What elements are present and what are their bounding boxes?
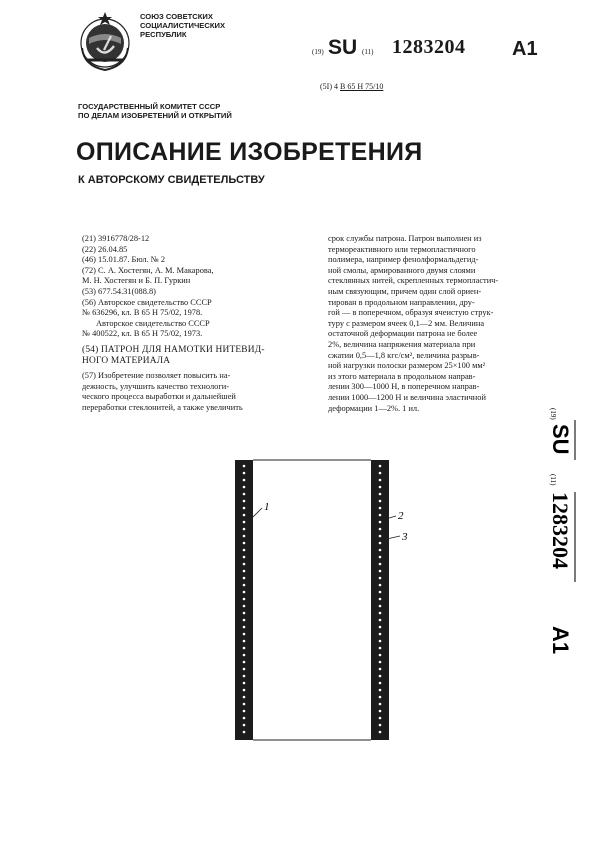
committee-line-1: ГОСУДАРСТВЕННЫЙ КОМИТЕТ СССР <box>78 102 221 111</box>
reinforcement-dot <box>379 542 382 545</box>
ipc-class: B 65 H 75/10 <box>340 82 384 91</box>
reinforcement-dot <box>243 661 246 664</box>
ussr-line-2: СОЦИАЛИСТИЧЕСКИХ <box>140 21 226 30</box>
reinforcement-dot <box>379 682 382 685</box>
reinforcement-dot <box>379 640 382 643</box>
reinforcement-dot <box>379 731 382 734</box>
reinforcement-dot <box>243 703 246 706</box>
reinforcement-dot <box>379 675 382 678</box>
left-column <box>82 234 322 414</box>
side-code-19: (19) <box>549 408 557 420</box>
ussr-line-1: СОЮЗ СОВЕТСКИХ <box>140 12 213 21</box>
ipc-classification <box>320 82 383 91</box>
reinforcement-dot <box>379 563 382 566</box>
ussr-emblem-logo <box>76 8 134 72</box>
reinforcement-dot <box>379 633 382 636</box>
side-patent-number: 1283204 <box>548 492 573 569</box>
reinforcement-dot <box>243 465 246 468</box>
reinforcement-dot <box>379 521 382 524</box>
document-subtitle: К АВТОРСКОМУ СВИДЕТЕЛЬСТВУ <box>78 174 265 186</box>
reinforcement-dot <box>379 507 382 510</box>
reinforcement-dot <box>379 710 382 713</box>
reinforcement-dot <box>243 605 246 608</box>
text-line: 2%, величина напряжения материала при <box>328 339 476 349</box>
text-line: ным связующим, причем один слой ориен- <box>328 286 482 296</box>
text-line: ческого процесса выработки и дальнейшей <box>82 392 236 402</box>
invention-title-line: (54) ПАТРОН ДЛЯ НАМОТКИ НИТЕВИД- <box>82 344 265 355</box>
reinforcement-dot <box>243 731 246 734</box>
reinforcement-dot <box>379 654 382 657</box>
figure-label-2: 2 <box>398 510 404 522</box>
text-line: Авторское свидетельство СССР <box>96 318 210 328</box>
text-line: (22) 26.04.85 <box>82 244 128 254</box>
reinforcement-dot <box>379 619 382 622</box>
text-line: остаточной деформации патрона не более <box>328 329 478 339</box>
reinforcement-dot <box>243 521 246 524</box>
leader-line-2 <box>389 516 396 518</box>
text-line: тирован в продольном направлении, дру- <box>328 297 475 307</box>
side-kind-code: A1 <box>548 626 573 655</box>
text-line: (57) Изобретение позволяет повысить на- <box>82 371 231 381</box>
code-19: (19) <box>312 48 324 56</box>
right-column <box>328 234 554 414</box>
figure-label-3: 3 <box>402 531 408 543</box>
side-country-code: SU <box>548 424 573 455</box>
reinforcement-dot <box>379 668 382 671</box>
reinforcement-dot <box>243 563 246 566</box>
reinforcement-dot <box>243 570 246 573</box>
document-title: ОПИСАНИЕ ИЗОБРЕТЕНИЯ <box>76 138 423 166</box>
reinforcement-dot <box>243 528 246 531</box>
reinforcement-dot <box>379 528 382 531</box>
committee-line-2: ПО ДЕЛАМ ИЗОБРЕТЕНИЙ И ОТКРЫТИЙ <box>78 111 232 120</box>
reinforcement-dot <box>379 612 382 615</box>
side-code-11: (11) <box>549 474 557 486</box>
text-line: № 636296, кл. В 65 Н 75/02, 1978. <box>82 308 203 318</box>
text-line: деформации 1—2%. 1 ил. <box>328 403 420 413</box>
figure-label-1: 1 <box>264 501 270 513</box>
text-line: гой — в поперечном, образуя ячеистую струк- <box>328 308 494 318</box>
reinforcement-dot <box>243 675 246 678</box>
reinforcement-dot <box>379 577 382 580</box>
text-line: ной нагрузки полоски размером 25×100 мм² <box>328 361 486 371</box>
reinforcement-dot <box>379 465 382 468</box>
text-line: полимера, например фенолформальдегид- <box>328 255 479 265</box>
reinforcement-dot <box>379 661 382 664</box>
text-line: туру с размером ячеек 0,1—2 мм. Величина <box>328 318 485 328</box>
reinforcement-dot <box>243 584 246 587</box>
text-line: термореактивного или термопластичного <box>328 244 476 254</box>
reinforcement-dot <box>243 493 246 496</box>
text-line: (21) 3916778/28-12 <box>82 234 150 243</box>
reinforcement-dot <box>243 626 246 629</box>
reinforcement-dot <box>243 500 246 503</box>
reinforcement-dot <box>379 724 382 727</box>
text-line: (72) С. А. Хостегян, А. М. Макарова, <box>82 265 214 275</box>
reinforcement-dot <box>243 654 246 657</box>
reinforcement-dot <box>379 479 382 482</box>
reinforcement-dot <box>243 486 246 489</box>
reinforcement-dot <box>243 612 246 615</box>
reinforcement-dot <box>243 619 246 622</box>
reinforcement-dot <box>243 479 246 482</box>
reinforcement-dot <box>379 626 382 629</box>
side-patent-label <box>545 400 585 670</box>
reinforcement-dot <box>379 535 382 538</box>
reinforcement-dot <box>243 633 246 636</box>
text-line: стеклянных нитей, скрепленных термопластич- <box>328 276 499 286</box>
reinforcement-dot <box>243 598 246 601</box>
reinforcement-dot <box>379 689 382 692</box>
ipc-code: (5I) 4 <box>320 82 338 91</box>
reinforcement-dot <box>379 598 382 601</box>
text-line: сжатии 0,5—1,8 кгс/см², величина разрыв- <box>328 350 480 360</box>
reinforcement-dot <box>379 703 382 706</box>
text-line: М. Н. Хостегян и Б. П. Гуркин <box>82 276 191 286</box>
reinforcement-dot <box>379 472 382 475</box>
text-line: № 400522, кл. В 65 Н 75/02, 1973. <box>82 329 203 339</box>
text-line: лении 1000—1200 Н и величина эластичной <box>328 392 486 402</box>
patent-number: 1283204 <box>392 36 466 58</box>
reinforcement-dot <box>379 647 382 650</box>
reinforcement-dot <box>379 486 382 489</box>
text-line: лении 300—1000 Н, в поперечном направ- <box>328 382 480 392</box>
reinforcement-dot <box>243 689 246 692</box>
kind-code: A1 <box>512 38 538 60</box>
reinforcement-dot <box>379 717 382 720</box>
cartridge-drawing <box>232 458 422 742</box>
committee <box>78 102 232 120</box>
reinforcement-dot <box>243 549 246 552</box>
reinforcement-dot <box>243 640 246 643</box>
text-line: из этого материала в продольном направ- <box>328 371 476 381</box>
reinforcement-dot <box>379 584 382 587</box>
reinforcement-dot <box>243 647 246 650</box>
reinforcement-dot <box>243 556 246 559</box>
reinforcement-dot <box>379 514 382 517</box>
reinforcement-dot <box>379 493 382 496</box>
reinforcement-dot <box>379 549 382 552</box>
text-line: (56) Авторское свидетельство СССР <box>82 297 212 307</box>
text-line: (53) 677.54.31(088.8) <box>82 286 156 296</box>
reinforcement-dot <box>379 591 382 594</box>
reinforcement-dot <box>243 717 246 720</box>
reinforcement-dot <box>243 507 246 510</box>
reinforcement-dot <box>243 682 246 685</box>
invention-title-line: НОГО МАТЕРИАЛА <box>82 355 171 366</box>
text-line: дежность, улучшить качество технологи- <box>82 381 230 391</box>
reinforcement-dot <box>379 500 382 503</box>
reinforcement-dot <box>243 542 246 545</box>
code-11: (11) <box>362 48 374 56</box>
text-line: переработки стеклонитей, а также увеличить <box>82 402 243 412</box>
leader-line-1 <box>252 508 262 518</box>
reinforcement-dot <box>379 696 382 699</box>
reinforcement-dot <box>243 472 246 475</box>
reinforcement-dot <box>243 577 246 580</box>
text-line: (46) 15.01.87. Бюл. № 2 <box>82 255 166 265</box>
reinforcement-dot <box>243 724 246 727</box>
ussr-caption <box>140 12 225 39</box>
reinforcement-dot <box>379 605 382 608</box>
reinforcement-dot <box>379 556 382 559</box>
text-line: ной смолы, армированного двумя слоями <box>328 265 476 275</box>
country-code: SU <box>328 36 358 59</box>
reinforcement-dot <box>243 591 246 594</box>
reinforcement-dot <box>243 696 246 699</box>
reinforcement-dot <box>379 570 382 573</box>
reinforcement-dot <box>243 710 246 713</box>
ussr-line-3: РЕСПУБЛИК <box>140 30 187 39</box>
reinforcement-dot <box>243 668 246 671</box>
text-line: срок службы патрона. Патрон выполнен из <box>328 234 482 243</box>
reinforcement-dot <box>243 514 246 517</box>
reinforcement-dot <box>243 535 246 538</box>
